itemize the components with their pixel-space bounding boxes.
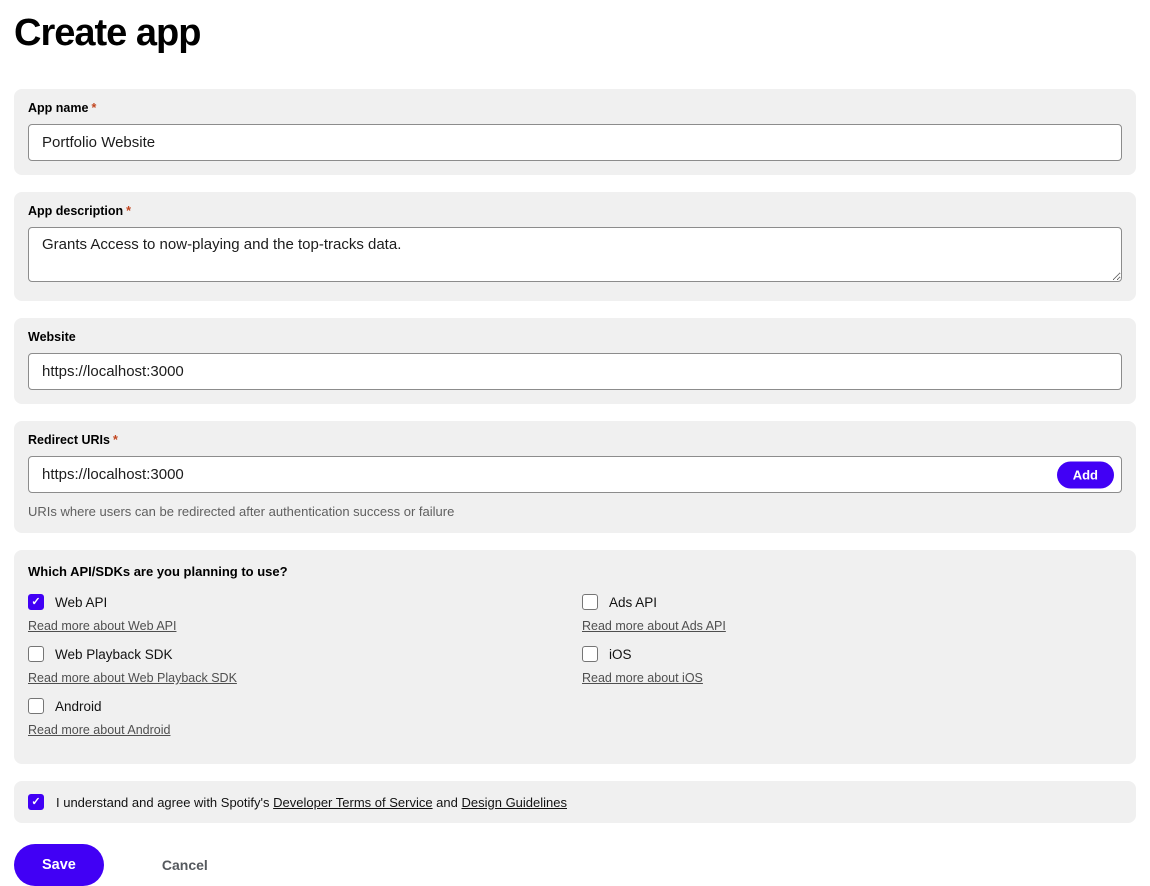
api-sdk-option-label: Android — [55, 698, 102, 714]
read-more-link[interactable]: Read more about Ads API — [582, 619, 726, 633]
page-title: Create app — [14, 12, 201, 54]
api-sdk-checkbox-row[interactable] — [582, 594, 1122, 610]
api-sdk-checkbox-row[interactable] — [28, 698, 568, 714]
api-sdk-option-label: Web API — [55, 594, 108, 610]
required-asterisk: * — [91, 101, 97, 115]
checkbox[interactable] — [28, 698, 44, 714]
agreement-text: I understand and agree with Spotify's Developer Terms of Service and Design Guidelines — [56, 794, 567, 810]
save-button[interactable]: Save — [14, 844, 104, 886]
agreement-section — [14, 781, 1136, 823]
api-sdk-section — [14, 550, 1136, 764]
app-description-section — [14, 192, 1136, 301]
api-sdk-option — [582, 646, 1122, 698]
api-sdk-option — [28, 646, 568, 698]
read-more-link[interactable]: Read more about Android — [28, 723, 171, 737]
website-section — [14, 318, 1136, 404]
create-app-page — [0, 12, 1150, 886]
developer-terms-link[interactable]: Developer Terms of Service — [273, 794, 433, 810]
redirect-uris-section — [14, 421, 1136, 533]
api-sdk-grid — [28, 594, 1122, 750]
app-name-section — [14, 89, 1136, 175]
checkbox[interactable] — [582, 594, 598, 610]
agreement-checkbox[interactable] — [28, 794, 44, 810]
checkmark-icon: ✓ — [31, 795, 41, 808]
required-asterisk: * — [126, 204, 132, 218]
read-more-link[interactable]: Read more about Web Playback SDK — [28, 671, 237, 685]
redirect-uris-helper-text: URIs where users can be redirected after authentication success or failure — [28, 504, 455, 519]
redirect-uri-input[interactable] — [28, 456, 1122, 493]
app-description-label: App description * — [28, 204, 132, 218]
api-sdk-option — [28, 698, 568, 750]
website-input[interactable] — [28, 353, 1122, 390]
cancel-button[interactable]: Cancel — [156, 856, 214, 874]
app-name-input[interactable] — [28, 124, 1122, 161]
api-sdk-heading: Which API/SDKs are you planning to use? — [28, 564, 288, 579]
website-label: Website — [28, 330, 76, 344]
api-sdk-option-label: Web Playback SDK — [55, 646, 173, 662]
checkbox[interactable] — [582, 646, 598, 662]
redirect-uri-input-wrap — [28, 456, 1122, 493]
api-sdk-checkbox-row[interactable] — [28, 594, 568, 610]
read-more-link[interactable]: Read more about Web API — [28, 619, 177, 633]
api-sdk-checkbox-row[interactable] — [582, 646, 1122, 662]
api-sdk-option-label: Ads API — [609, 594, 658, 610]
api-sdk-checkbox-row[interactable] — [28, 646, 568, 662]
form-actions — [14, 844, 1136, 886]
api-sdk-option — [582, 594, 1122, 646]
redirect-uris-label: Redirect URIs * — [28, 433, 118, 447]
design-guidelines-link[interactable]: Design Guidelines — [461, 794, 567, 810]
add-redirect-uri-button[interactable]: Add — [1057, 461, 1114, 488]
app-description-textarea[interactable] — [28, 227, 1122, 282]
app-name-label: App name * — [28, 101, 97, 115]
agreement-row — [28, 794, 1122, 810]
read-more-link[interactable]: Read more about iOS — [582, 671, 703, 685]
checkmark-icon: ✓ — [31, 595, 41, 608]
api-sdk-option-label: iOS — [609, 646, 632, 662]
checkbox[interactable] — [28, 646, 44, 662]
required-asterisk: * — [112, 433, 118, 447]
api-sdk-option — [28, 594, 568, 646]
checkbox[interactable] — [28, 594, 44, 610]
